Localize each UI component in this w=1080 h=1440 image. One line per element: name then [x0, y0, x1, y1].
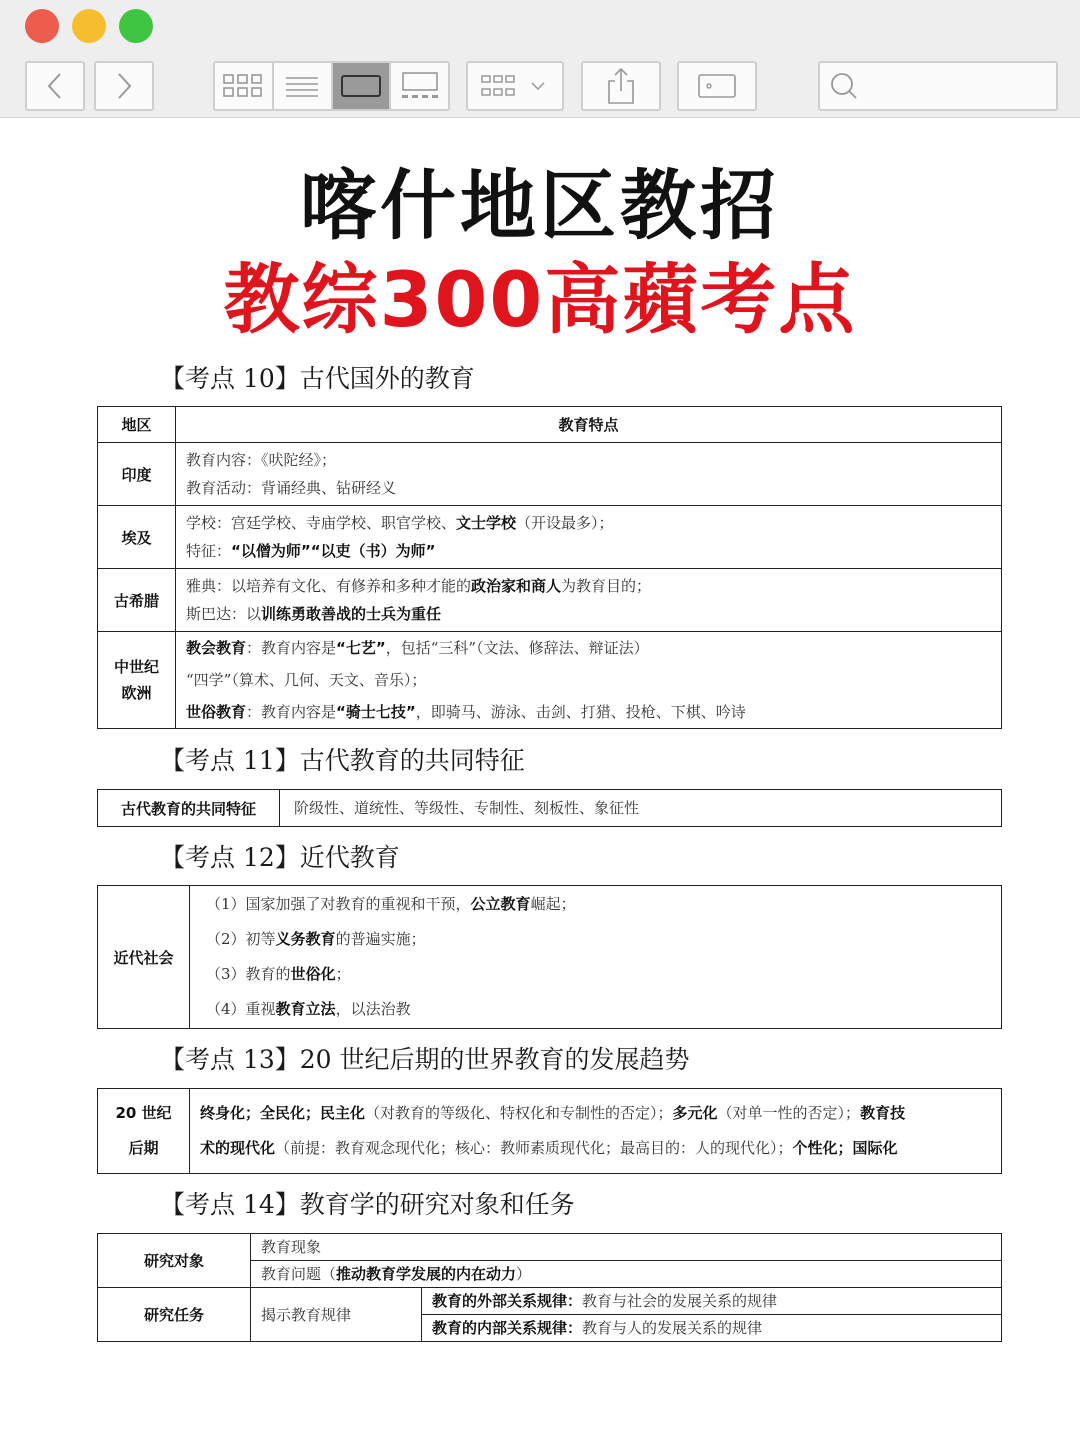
table-row [98, 506, 1002, 569]
table-row [98, 886, 1002, 1029]
region-cell [98, 632, 176, 729]
emphasis: 政治家和商人 [471, 577, 562, 595]
value-cell: 揭示教育规律 [251, 1288, 422, 1342]
label-line: 后期 [128, 1139, 159, 1157]
search-icon [828, 70, 862, 104]
table-row [98, 1234, 1002, 1261]
emphasis: 训练勇敢善战的士兵为重任 [261, 605, 442, 623]
region-line: 中世纪 [113, 658, 159, 676]
label-cell: 研究对象 [98, 1234, 251, 1288]
label-cell: 古代教育的共同特征 [98, 790, 280, 827]
modern-education-table [97, 885, 1002, 1029]
text: （对单一性的否定）； [717, 1104, 861, 1122]
column-header-region: 地区 [98, 407, 176, 443]
feature-cell [176, 443, 1002, 506]
value-cell [190, 1089, 1002, 1174]
list-item [206, 922, 991, 957]
text: （2）初等 [206, 930, 276, 948]
emphasis: 推动教育学发展的内在动力 [336, 1265, 517, 1283]
emphasis: 终身化；全民化；民主化 [200, 1104, 366, 1122]
list-item [206, 887, 991, 922]
text: 教育问题（ [261, 1265, 337, 1283]
section-heading-13: 【考点 13】20 世纪后期的世界教育的发展趋势 [160, 1045, 690, 1074]
trend-line [200, 1131, 991, 1166]
text: ，包括“三科”（文法、修辞法、辩证法） [385, 639, 649, 657]
table-row [98, 1089, 1002, 1174]
view-mode-switcher [213, 61, 450, 111]
feature-line [186, 600, 991, 628]
feature-line: “四学”（算术、几何、天文、音乐）； [186, 671, 427, 689]
list-icon [285, 75, 319, 97]
text: ：教育内容是 [246, 703, 337, 721]
minimize-window-button[interactable] [72, 9, 106, 43]
maximize-window-button[interactable] [119, 9, 153, 43]
value-cell [422, 1315, 1002, 1342]
text: （1）国家加强了对教育的重视和干预， [206, 895, 471, 913]
label-line: 20 世纪 [115, 1104, 172, 1122]
emphasis: 教育的外部关系规律： [432, 1292, 583, 1310]
emphasis: 义务教育 [275, 930, 336, 948]
text: （4）重视 [206, 1000, 276, 1018]
text: 雅典：以培养有文化、有修养和多种才能的 [186, 577, 472, 595]
feature-line: 教育活动：背诵经典、钻研经义 [186, 479, 397, 497]
tag-button[interactable] [677, 61, 757, 111]
text: （前提：教育观念现代化；核心：教师素质现代化；最高目的：人的现代化）； [275, 1139, 793, 1157]
text: ，即骑马、游泳、击剑、打猎、投枪、下棋、吟诗 [415, 703, 746, 721]
emphasis: 教育立法 [275, 1000, 336, 1018]
feature-line: 教育内容：《吠陀经》； [186, 451, 337, 469]
region-line: 欧洲 [121, 684, 152, 702]
text: 教育与人的发展关系的规律 [582, 1319, 763, 1337]
label-cell: 近代社会 [98, 886, 190, 1029]
value-cell [251, 1261, 1002, 1288]
column-header-feature: 教育特点 [176, 407, 1002, 443]
text: （对教育的等级化、特权化和专制性的否定）； [365, 1104, 673, 1122]
text: 斯巴达：以 [186, 605, 262, 623]
share-button[interactable] [581, 61, 661, 111]
common-features-table [97, 789, 1002, 827]
close-window-button[interactable] [25, 9, 59, 43]
feature-line [186, 632, 991, 664]
emphasis: “骑士七技” [336, 703, 416, 721]
emphasis: 世俗教育 [186, 703, 247, 721]
feature-line [186, 696, 991, 728]
text: ） [516, 1265, 532, 1283]
page-title: 喀什地区教招 [300, 161, 780, 250]
share-icon [606, 67, 636, 105]
page-subtitle: 教综300高蘋考点 [223, 255, 857, 344]
section-heading-14: 【考点 14】教育学的研究对象和任务 [160, 1190, 575, 1219]
filmstrip-icon [400, 72, 440, 100]
research-object-task-table [97, 1233, 1002, 1342]
emphasis: 教会教育 [186, 639, 247, 657]
chevron-right-icon [114, 71, 134, 101]
section-heading-10: 【考点 10】古代国外的教育 [160, 364, 475, 393]
emphasis: 多元化 [672, 1104, 718, 1122]
grid-icon [223, 74, 263, 98]
forward-button[interactable] [94, 61, 154, 111]
arrange-grid-dropdown-icon [480, 73, 550, 99]
feature-line [186, 509, 991, 537]
browser-toolbar [0, 0, 1080, 118]
emphasis: “七艺” [336, 639, 386, 657]
tag-icon [697, 73, 737, 99]
search-input[interactable] [818, 61, 1058, 111]
text: ； [335, 965, 351, 983]
trend-line [200, 1096, 991, 1131]
emphasis: 教育的内部关系规律： [432, 1319, 583, 1337]
value-cell: 阶级性、道统性、等级性、专制性、刻板性、象征性 [280, 790, 1002, 827]
table-row [98, 632, 1002, 729]
arrange-menu-button[interactable] [466, 61, 564, 111]
emphasis: 个性化；国际化 [792, 1139, 898, 1157]
region-cell: 古希腊 [98, 569, 176, 632]
text: 崛起； [530, 895, 576, 913]
grid-view-button[interactable] [215, 63, 274, 109]
text: 特征： [186, 542, 232, 560]
feature-cell [176, 632, 1002, 729]
section-heading-12: 【考点 12】近代教育 [160, 843, 400, 872]
text: 的普遍实施； [335, 930, 426, 948]
trends-table [97, 1088, 1002, 1174]
label-cell: 研究任务 [98, 1288, 251, 1342]
text: 为教育目的； [561, 577, 652, 595]
value-cell [422, 1288, 1002, 1315]
chevron-left-icon [45, 71, 65, 101]
emphasis: 教育技 [860, 1104, 906, 1122]
table-header-row [98, 407, 1002, 443]
feature-cell [176, 506, 1002, 569]
table-row [98, 569, 1002, 632]
value-cell: 教育现象 [251, 1234, 1002, 1261]
emphasis: “以僧为师”“以吏（书）为师” [231, 542, 436, 560]
region-cell: 埃及 [98, 506, 176, 569]
back-button[interactable] [25, 61, 85, 111]
text: ：教育内容是 [246, 639, 337, 657]
text: ，以法治教 [335, 1000, 411, 1018]
ancient-foreign-education-table [97, 406, 1002, 729]
table-row [98, 1288, 1002, 1315]
label-cell [98, 1089, 190, 1174]
table-row [98, 790, 1002, 827]
text: 教育与社会的发展关系的规律 [582, 1292, 778, 1310]
section-heading-11: 【考点 11】古代教育的共同特征 [160, 746, 525, 775]
single-page-view-button[interactable] [333, 63, 392, 109]
table-row [98, 443, 1002, 506]
value-cell [190, 886, 1002, 1029]
emphasis: 公立教育 [470, 895, 531, 913]
list-view-button[interactable] [274, 63, 333, 109]
region-cell: 印度 [98, 443, 176, 506]
feature-cell [176, 569, 1002, 632]
text: （3）教育的 [206, 965, 291, 983]
filmstrip-view-button[interactable] [391, 63, 448, 109]
feature-line [186, 572, 991, 600]
feature-line [186, 537, 991, 565]
emphasis: 世俗化 [290, 965, 336, 983]
text: 学校：宫廷学校、寺庙学校、职官学校、 [186, 514, 457, 532]
page-icon [341, 74, 381, 98]
list-item [206, 992, 991, 1027]
emphasis: 文士学校 [456, 514, 517, 532]
text: （开设最多）； [516, 514, 614, 532]
emphasis: 术的现代化 [200, 1139, 276, 1157]
list-item [206, 957, 991, 992]
